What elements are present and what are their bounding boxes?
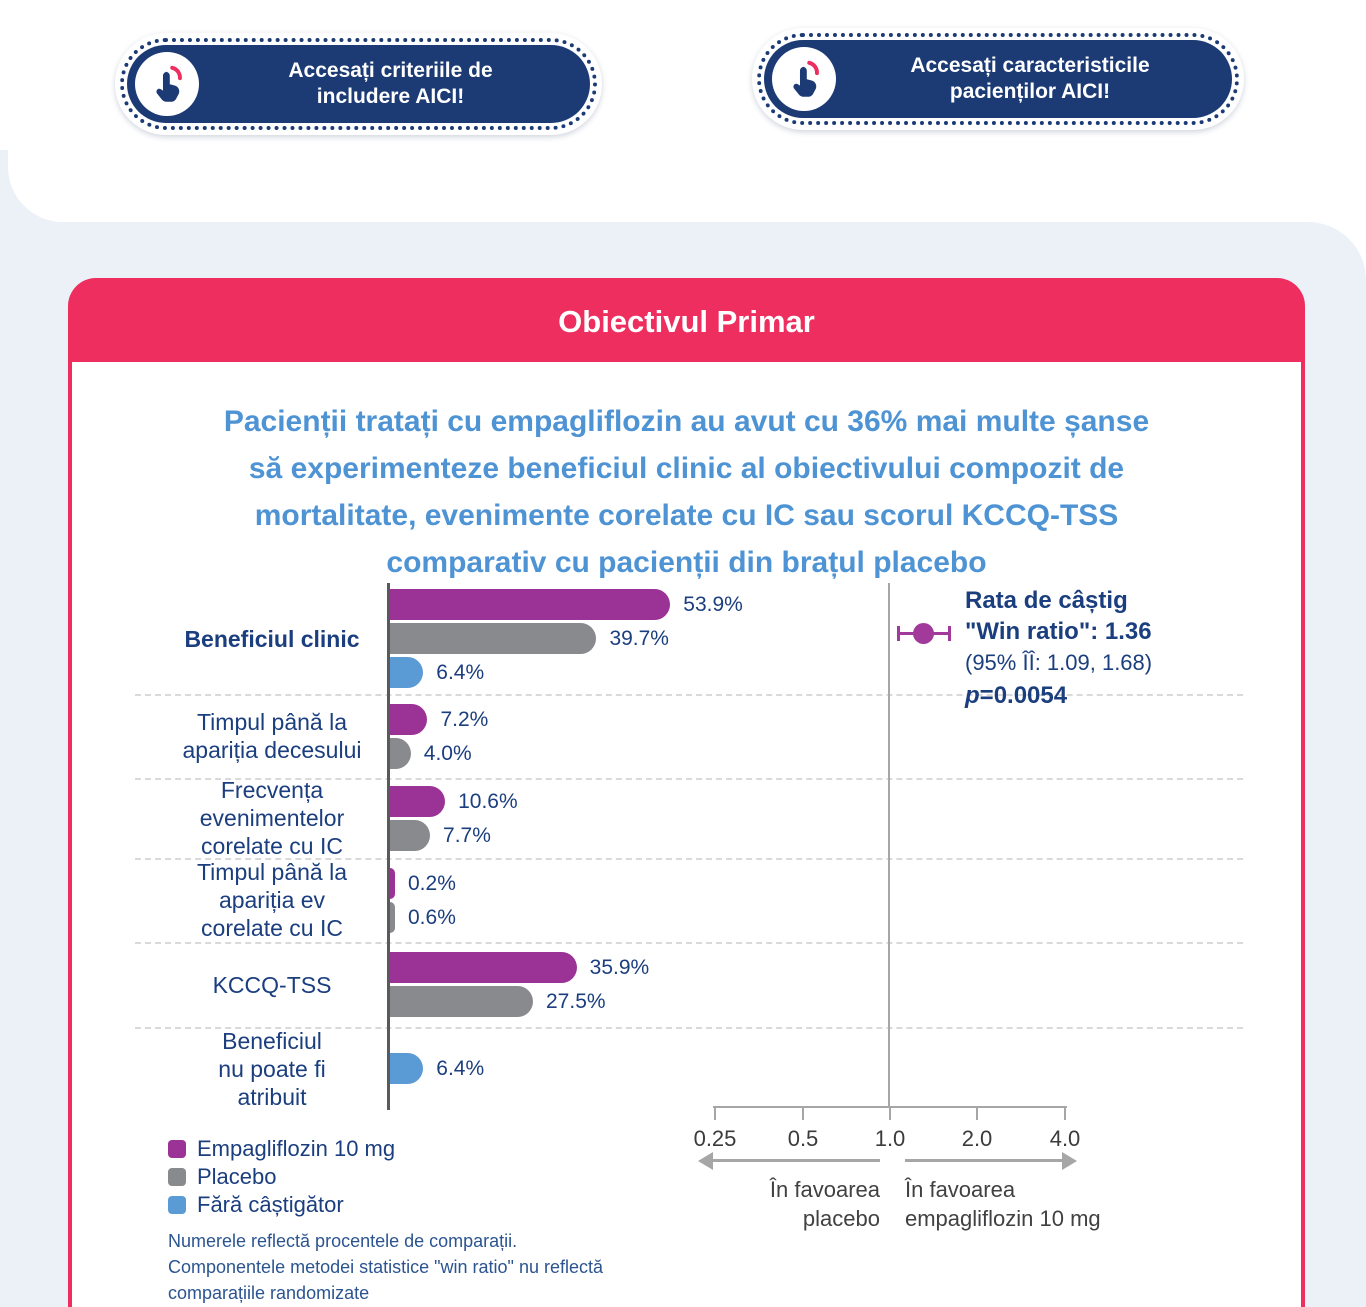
bar-empagliflozin [390, 589, 670, 620]
bar-value-label: 0.6% [408, 905, 456, 929]
bar-value-label: 4.0% [423, 741, 472, 765]
bar-value-label: 7.7% [443, 823, 491, 847]
cta-label [850, 53, 1210, 105]
bar-value-label: 7.2% [440, 707, 489, 731]
axis-tick [1064, 1106, 1066, 1120]
legend [168, 1136, 396, 1223]
cta-label [213, 58, 568, 110]
bar-empagliflozin [390, 704, 427, 735]
bar-no-winner [390, 657, 423, 688]
pvalue-text: =0.0054 [979, 682, 1068, 709]
bar-placebo [390, 986, 533, 1017]
category-label: KCCQ-TSS [212, 971, 332, 998]
headline-line: comparativ cu pacienții din brațul placebo [386, 546, 987, 579]
favor-label-line: În favoarea [905, 1177, 1016, 1202]
cta-pill [764, 40, 1232, 118]
footnote-line: Componentele metodei statistice "win ratio" nu reflectă [168, 1257, 603, 1277]
cta-label-line2: includere AICI! [316, 85, 465, 108]
bar-empagliflozin [390, 952, 577, 983]
win-ratio-panel [965, 585, 1152, 711]
headline-line: mortalitate, evenimente corelate cu IC sau scorul KCCQ-TSS [254, 499, 1119, 532]
favor-left-arrow [712, 1159, 880, 1162]
legend-swatch-placebo [168, 1168, 186, 1186]
tap-icon [772, 47, 836, 111]
bar-empagliflozin [390, 868, 395, 899]
axis-tick-label: 0.5 [787, 1126, 819, 1151]
win-ratio-reference-line [888, 583, 890, 1106]
bar-no-winner [390, 1053, 423, 1084]
bar-value-label: 35.9% [589, 956, 650, 979]
cta-dotted-border [757, 33, 1239, 125]
bar-value-label: 6.4% [436, 1057, 485, 1080]
favor-right-arrow [905, 1159, 1063, 1162]
bar-placebo [390, 902, 395, 933]
axis-tick-label: 1.0 [874, 1126, 906, 1151]
win-ratio-title: Rata de câștig [965, 587, 1128, 614]
legend-item [168, 1164, 395, 1189]
cta-label-line1: Accesați caracteristicile [910, 54, 1150, 77]
favor-placebo-label [592, 1175, 880, 1233]
category-label: Frecvența evenimentelor corelate cu IC [199, 777, 345, 859]
pvalue-symbol: p [965, 682, 980, 709]
category-label: Beneficiul clinic [184, 625, 360, 652]
axis-tick [976, 1106, 978, 1120]
primary-objective-card [68, 278, 1305, 1307]
win-ratio-pvalue [965, 680, 1152, 711]
footnote-line: Numerele reflectă procentele de comparații. [168, 1231, 518, 1251]
bar-empagliflozin [390, 786, 445, 817]
win-ratio-value: "Win ratio": 1.36 [965, 618, 1152, 645]
cta-pill [127, 45, 590, 123]
cta-button-inclusion-criteria[interactable] [115, 33, 602, 135]
tap-icon [135, 52, 199, 116]
category-label: Timpul până la apariția decesului [182, 709, 362, 763]
bar-placebo [390, 623, 596, 654]
axis-tick [714, 1106, 716, 1120]
card-header-title: Obiectivul Primar [558, 303, 815, 339]
footnote [168, 1228, 603, 1306]
axis-tick [889, 1106, 891, 1120]
footnote-line: comparațiile randomizate [168, 1283, 370, 1303]
win-ratio-ci: (95% ÎÎ: 1.09, 1.68) [965, 650, 1153, 675]
bar-value-label: 0.2% [408, 871, 456, 895]
axis-tick [802, 1106, 804, 1120]
category-label: Beneficiul nu poate fi atribuit [218, 1027, 326, 1110]
legend-label: Empagliflozin 10 mg [197, 1136, 396, 1161]
bar-value-label: 6.4% [436, 661, 485, 684]
cta-dotted-border [120, 38, 597, 130]
bar-value-label: 53.9% [683, 593, 743, 616]
cta-button-patient-characteristics[interactable] [752, 28, 1244, 130]
favor-label-line: empagliflozin 10 mg [905, 1206, 1101, 1231]
bar-chart [72, 282, 1301, 1307]
bar-placebo [390, 738, 411, 769]
favor-label-line: În favoarea [769, 1177, 880, 1202]
headline-line: Pacienții tratați cu empagliflozin au avut cu 36% mai multe șanse [223, 405, 1150, 438]
bar-placebo [390, 820, 430, 851]
win-ratio-ci-cap-high [948, 626, 951, 641]
favor-label-line: placebo [802, 1206, 880, 1231]
favor-right-arrowhead [1062, 1152, 1077, 1170]
axis-tick-label: 4.0 [1049, 1126, 1081, 1151]
bar-value-label: 39.7% [609, 627, 669, 650]
favor-empagliflozin-label [905, 1175, 1101, 1233]
favor-left-arrowhead [698, 1152, 713, 1170]
axis-tick-label: 0.25 [693, 1126, 737, 1151]
legend-swatch-empagliflozin [168, 1140, 186, 1158]
headline-line: să experimenteze beneficiul clinic al obiectivului compozit de [248, 452, 1125, 485]
cta-label-line1: Accesați criteriile de [288, 59, 493, 82]
category-label: Timpul până la apariția ev corelate cu IC [196, 859, 347, 941]
bar-value-label: 27.5% [546, 990, 606, 1013]
legend-swatch-no-winner [168, 1196, 186, 1214]
win-ratio-point-estimate [913, 623, 934, 644]
win-ratio-ci-cap-low [897, 626, 900, 641]
legend-label: Placebo [197, 1164, 277, 1189]
legend-item [168, 1136, 396, 1161]
legend-item [168, 1192, 395, 1217]
bar-value-label: 10.6% [458, 789, 518, 813]
legend-label: Fără câștigător [197, 1192, 344, 1217]
cta-label-line2: pacienților AICI! [949, 80, 1111, 103]
axis-tick-label: 2.0 [961, 1126, 993, 1151]
